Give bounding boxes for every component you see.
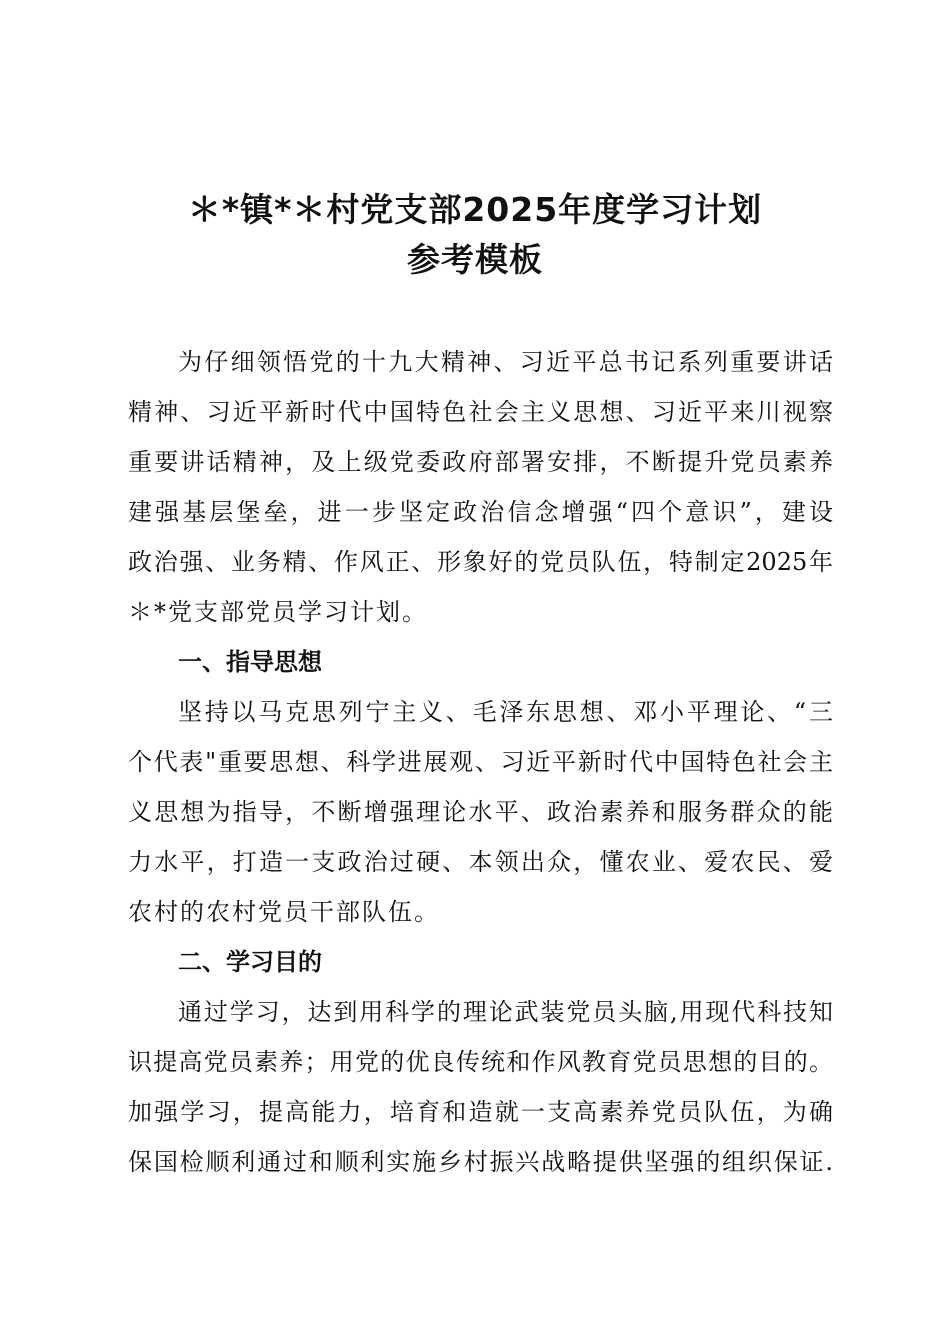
guiding-ideology-paragraph <box>128 687 833 937</box>
section-heading-learning-purpose: 二、学习目的 <box>178 948 322 976</box>
paragraph-line: 农村的农村党员干部队伍。 <box>128 898 440 926</box>
intro-paragraph <box>128 337 833 637</box>
document-title: ＊*镇*＊村党支部2025年度学习计划 <box>187 190 763 229</box>
paragraph-line: 为仔细领悟党的十九大精神、习近平总书记系列重要讲话 <box>178 348 833 376</box>
paragraph-line: 通过学习，达到用科学的理论武装党员头脑,用现代科技知 <box>178 998 833 1026</box>
paragraph-line: 保国检顺利通过和顺利实施乡村振兴战略提供坚强的组织保证. <box>128 1148 833 1176</box>
paragraph-line: 建强基层堡垒，进一步坚定政治信念增强“四个意识”，建设 <box>128 498 833 526</box>
paragraph-line: 坚持以马克思列宁主义、毛泽东思想、邓小平理论、“三 <box>178 698 833 726</box>
paragraph-line: 政治强、业务精、作风正、形象好的党员队伍，特制定2025年 <box>128 548 833 576</box>
section-heading-guiding-ideology: 一、指导思想 <box>178 648 322 676</box>
paragraph-line: ＊*党支部党员学习计划。 <box>128 598 428 626</box>
learning-purpose-paragraph <box>128 987 833 1187</box>
paragraph-line: 力水平，打造一支政治过硬、本领出众，懂农业、爱农民、爱 <box>128 848 833 876</box>
document-body <box>128 337 833 1187</box>
paragraph-line: 个代表"重要思想、科学进展观、习近平新时代中国特色社会主 <box>128 748 833 776</box>
paragraph-line: 重要讲话精神，及上级党委政府部署安排，不断提升党员素养 <box>128 448 833 476</box>
paragraph-line: 义思想为指导，不断增强理论水平、政治素养和服务群众的能 <box>128 798 833 826</box>
paragraph-line: 加强学习，提高能力，培育和造就一支高素养党员队伍，为确 <box>128 1098 833 1126</box>
paragraph-line: 识提高党员素养；用党的优良传统和作风教育党员思想的目的。 <box>128 1048 833 1076</box>
paragraph-line: 精神、习近平新时代中国特色社会主义思想、习近平来川视察 <box>128 398 833 426</box>
document-subtitle: 参考模板 <box>407 240 543 279</box>
